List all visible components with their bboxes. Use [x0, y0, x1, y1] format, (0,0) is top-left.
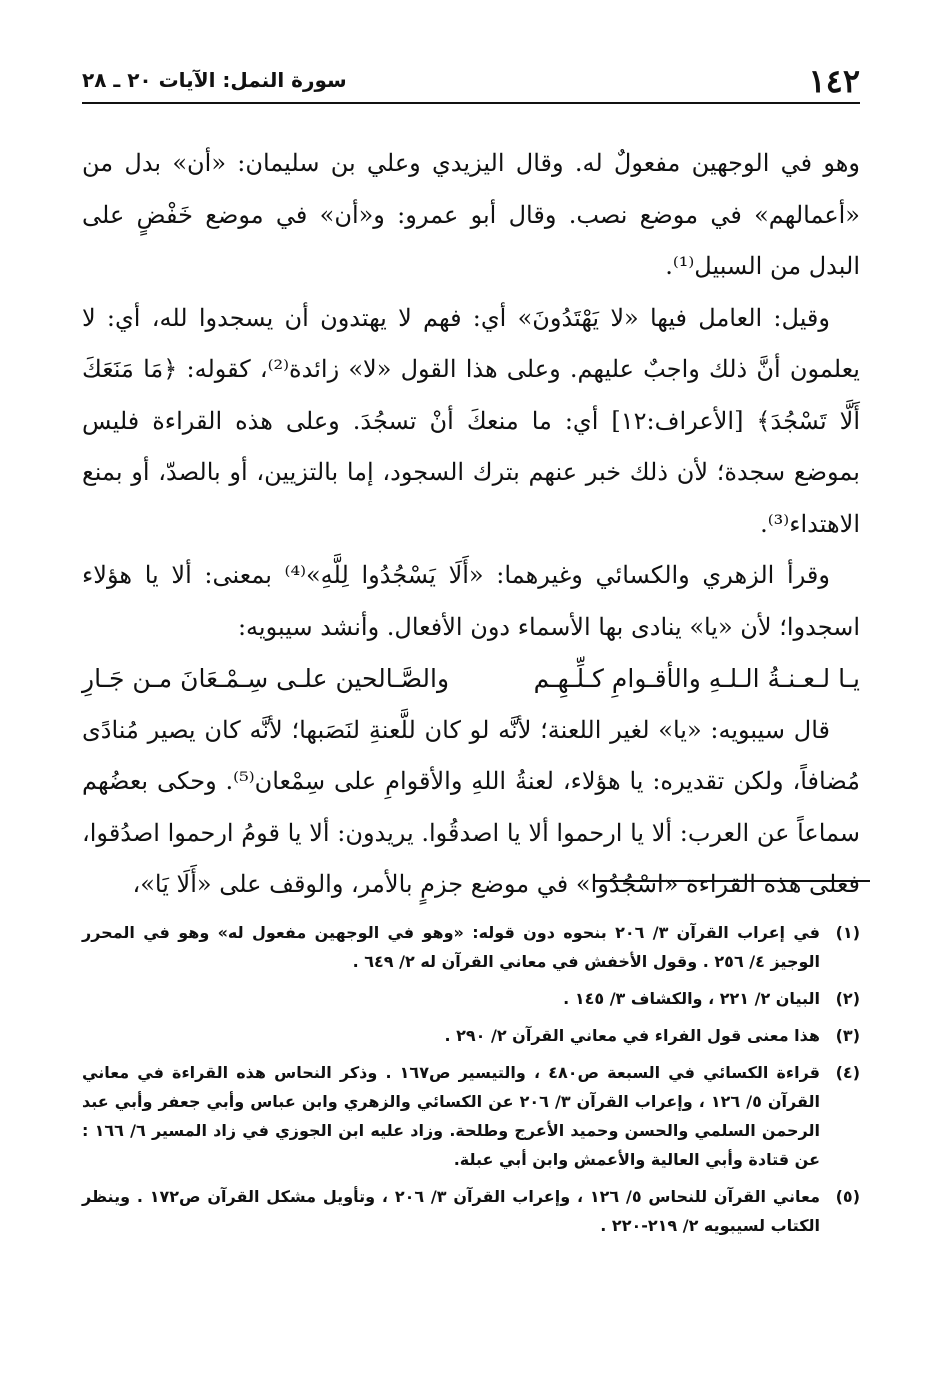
- footnote-separator: [594, 880, 870, 882]
- footnote-number: (٣): [835, 1026, 860, 1045]
- main-text: [82, 138, 860, 911]
- footnote-number: (١): [835, 923, 860, 942]
- footnote-5: [82, 1182, 860, 1240]
- paragraph-3: وقرأ الزهري والكسائي وغيرهما: «أَلَا يَسْجُدُوا لِلَّهِ»⁽⁴⁾ بمعنى: ألا يا هؤلاء اسجدوا؛ لأن «يا» ينادى بها الأسماء دون الأفعال. وأنشد سيبويه:: [82, 561, 860, 641]
- paragraph-2: وقيل: العامل فيها «لا يَهْتَدُونَ» أي: فهم لا يهتدون أن يسجدوا لله، أي: لا يعلمون أنَّ ذلك واجبٌ عليهم. وعلى هذا القول «لا» زائدة⁽²⁾، كقوله: ﴿مَا مَنَعَكَ أَلَّا تَسْجُدَ﴾ [الأعراف:١٢] أي: ما منعكَ أنْ تسجُدَ. وعلى هذه القراءة فليس بموضع سجدة؛ لأن ذلك خبر عنهم بترك السجود، إما بالتزيين، أو بالصدّ، أو بمنع الاهتداء⁽³⁾.: [82, 303, 860, 538]
- footnote-number: (٢): [835, 989, 860, 1008]
- footnote-text: معاني القرآن للنحاس ٥/ ١٢٦ ، وإعراب القرآن ٣/ ٢٠٦ ، وتأويل مشكل القرآن ص١٧٢ . وينظر الكتاب لسيبويه ٢/ ٢١٩-٢٢٠ .: [82, 1187, 820, 1235]
- footnote-3: [82, 1021, 860, 1050]
- footnote-text: في إعراب القرآن ٣/ ٢٠٦ بنحوه دون قوله: «وهو في الوجهين مفعول له» وهو في المحرر الوجيز ٤/ ٢٥٦ . وقول الأخفش في معاني القرآن له ٢/ ٦٤٩ .: [82, 923, 820, 971]
- page-header: [82, 62, 860, 104]
- footnote-4: [82, 1058, 860, 1174]
- footnote-number: (٤): [835, 1063, 860, 1082]
- footnote-text: قراءة الكسائي في السبعة ص٤٨٠ ، والتيسير ص١٦٧ . وذكر النحاس هذه القراءة في معاني القرآن ٥/ ١٢٦ ، وإعراب القرآن ٣/ ٢٠٦ عن الكسائي والزهري وابن عباس وأبي جعفر وأبي عبد الرحمن السلمي والحسن وحميد الأعرج وطلحة. وزاد عليه ابن الجوزي في زاد المسير ٦/ ١٦٦ : عن قتادة وأبي العالية والأعمش وابن أبي عبلة.: [82, 1063, 821, 1169]
- verse-second-hemistich: والصَّـالحين علـى سِـمْـعَانَ مـن جَـارِ: [82, 664, 450, 693]
- page-number: ١٤٢: [808, 62, 860, 100]
- footnotes: [82, 918, 860, 1248]
- footnote-text: هذا معنى قول الفراء في معاني القرآن ٢/ ٢٩٠ .: [444, 1026, 820, 1045]
- running-title: سورة النمل: الآيات ٢٠ ـ ٢٨: [82, 68, 347, 92]
- paragraph-4: قال سيبويه: «يا» لغير اللعنة؛ لأنَّه لو كان للَّعنةِ لنَصَبها؛ لأنَّه كان يصير مُنادًى مُضافاً، ولكن تقديره: يا هؤلاء، لعنةُ اللهِ والأقوامِ على سِمْعان⁽⁵⁾. وحكى بعضُهم سماعاً عن العرب: ألا يا ارحموا ألا يا اصدقُوا. يريدون: ألا يا قومُ ارحموا اصدُقوا، فعلى هذه القراءة «اسْجُدُوا» في موضع جزمٍ بالأمر، والوقف على «أَلَا يَا»،: [82, 715, 860, 898]
- footnote-text: البيان ٢/ ٢٢١ ، والكشاف ٣/ ١٤٥ .: [563, 989, 820, 1008]
- footnote-number: (٥): [835, 1187, 860, 1206]
- verse-first-hemistich: يـا لـعـنـةُ الـلـهِ والأقـوامِ كـلِّـهِـم: [533, 664, 860, 693]
- paragraph-1: وهو في الوجهين مفعولٌ له. وقال اليزيدي وعلي بن سليمان: «أن» بدل من «أعمالهم» في موضع نصب. وقال أبو عمرو: و«أن» في موضع خَفْضٍ على البدل من السبيل⁽¹⁾.: [82, 149, 860, 280]
- footnote-1: [82, 918, 860, 976]
- poetry-verse: [82, 653, 860, 705]
- footnote-2: [82, 984, 860, 1013]
